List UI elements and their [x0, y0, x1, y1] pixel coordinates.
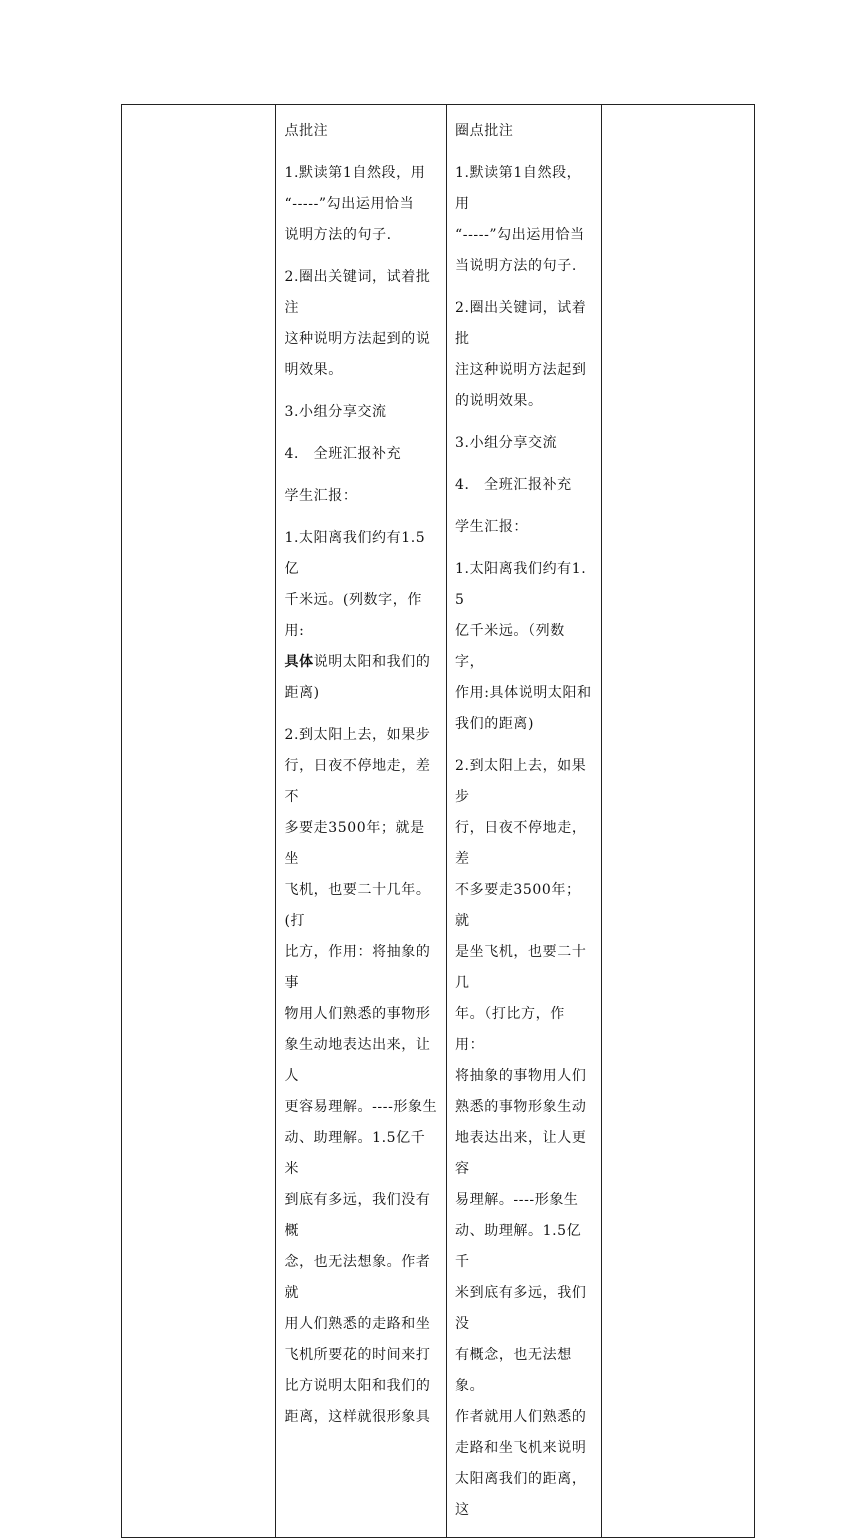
student-activity-cell	[276, 105, 447, 1538]
student-report-heading: 学生汇报：	[284, 488, 358, 504]
report-1-after: 说明太阳和我们的 距离)	[284, 654, 431, 701]
step-1-text: 1.默读第1自然段，用 “-----”勾出运用恰当 说明方法的句子.	[284, 165, 426, 243]
report-2-text: 2.到太阳上去，如果步 行，日夜不停地走，差不 多要走3500年；就是坐 飞机，也要二十几年。(打 比方，作用：将抽象的事 物用人们熟悉的事物形 象生动地表达出来，让人 更容易理解。----形象生 动、助理解。1.5亿千米 到底有多远，我们没有概 念，也无法想象。作者就 用人们熟悉的走路和坐 飞机所要花的时间来打 比方说明太阳和我们的 距离，这样就很形象具	[284, 727, 438, 1425]
activity-title: 圈点批注	[455, 123, 514, 139]
report-2-text: 2.到太阳上去，如果步 行，日夜不停地走，差 不多要走3500年；就 是坐飞机，也要二十几 年。（打比方，作用： 将抽象的事物用人们 熟悉的事物形象生动 地表达出来，让人更容 易理解。----形象生 动、助理解。1.5亿千 米到底有多远，我们没 有概念，也无法想象。 作者就用人们熟悉的 走路和坐飞机来说明 太阳离我们的距离，这	[455, 758, 587, 1518]
student-report-heading: 学生汇报：	[455, 519, 529, 535]
empty-left-cell	[122, 105, 276, 1538]
step-3-text: 3.小组分享交流	[455, 435, 558, 451]
step-1-text: 1.默读第1自然段，用 “-----”勾出运用恰当 当说明方法的句子.	[455, 165, 585, 274]
teacher-activity-cell	[447, 105, 601, 1538]
activity-title: 点批注	[284, 123, 329, 139]
teacher-activity-content	[447, 105, 600, 1537]
step-4-text: 4． 全班汇报补充	[455, 477, 572, 493]
student-activity-content	[276, 105, 446, 1444]
table-row	[122, 105, 755, 1538]
step-3-text: 3.小组分享交流	[284, 404, 387, 420]
step-2-text: 2.圈出关键词，试着批注 这种说明方法起到的说 明效果。	[284, 269, 431, 378]
report-1-text: 1.太阳离我们约有1.5 亿千米远。（列数字， 作用:具体说明太阳和 我们的距离)	[455, 561, 592, 732]
report-1-text	[284, 523, 438, 709]
report-1-before: 1.太阳离我们约有1.5亿 千米远。(列数字，作用:	[284, 530, 426, 639]
empty-right-cell	[601, 105, 755, 1538]
step-4-text: 4． 全班汇报补充	[284, 446, 402, 462]
report-1-bold-word: 具体	[284, 654, 314, 670]
step-2-text: 2.圈出关键词，试着批 注这种说明方法起到 的说明效果。	[455, 300, 587, 409]
lesson-plan-table	[121, 104, 755, 1538]
